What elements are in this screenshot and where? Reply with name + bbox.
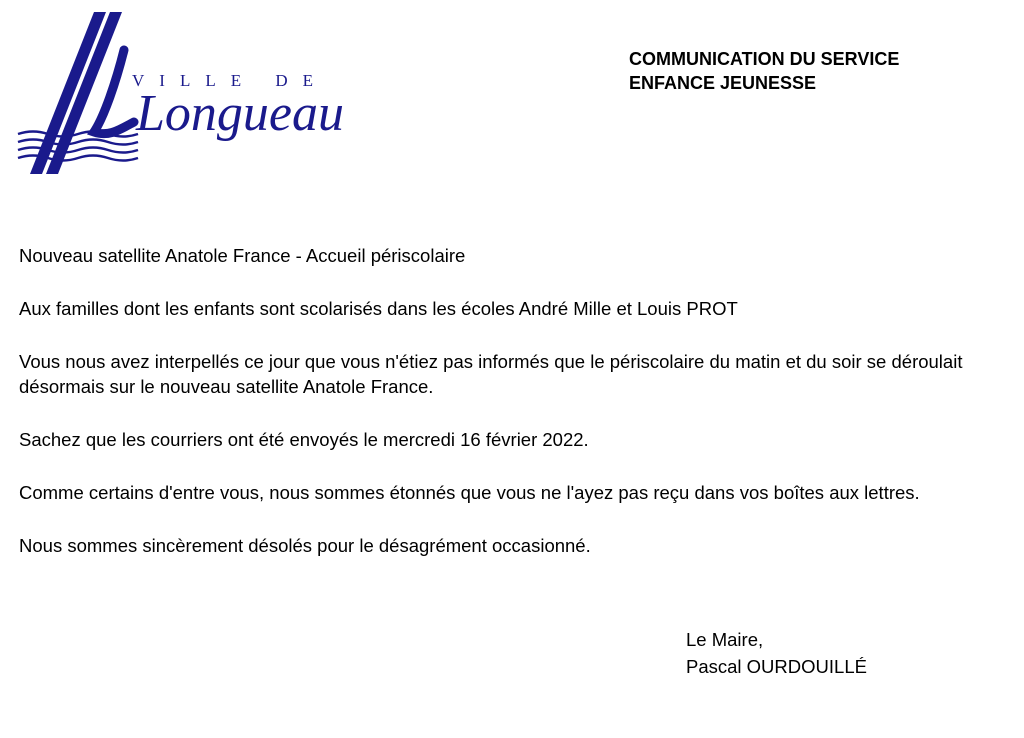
service-heading-line-1: COMMUNICATION DU SERVICE	[629, 49, 900, 69]
signature-title: Le Maire,	[686, 629, 764, 650]
letter-paragraph-1: Vous nous avez interpellés ce jour que vous n'étiez pas informés que le périscolaire du matin et du soir se déroulait désormais sur le nouveau satellite Anatole France.	[19, 351, 963, 397]
logo-name: Longueau	[136, 85, 344, 142]
letter-addressee: Aux familles dont les enfants sont scolarisés dans les écoles André Mille et Louis PROT	[19, 298, 738, 319]
city-logo	[14, 12, 374, 178]
letter-paragraph-2: Sachez que les courriers ont été envoyés le mercredi 16 février 2022.	[19, 429, 589, 450]
signature-name: Pascal OURDOUILLÉ	[686, 656, 867, 677]
logo-prefix: VILLE DE	[132, 71, 329, 90]
service-heading	[629, 47, 899, 95]
letter-paragraph-3: Comme certains d'entre vous, nous sommes étonnés que vous ne l'ayez pas reçu dans vos boîtes aux lettres.	[19, 482, 920, 503]
letter-body	[19, 243, 994, 586]
letter-paragraph-4: Nous sommes sincèrement désolés pour le désagrément occasionné.	[19, 535, 591, 556]
signature-block	[686, 626, 867, 680]
letter-subject: Nouveau satellite Anatole France - Accueil périscolaire	[19, 245, 466, 266]
service-heading-line-2: ENFANCE JEUNESSE	[629, 73, 817, 93]
